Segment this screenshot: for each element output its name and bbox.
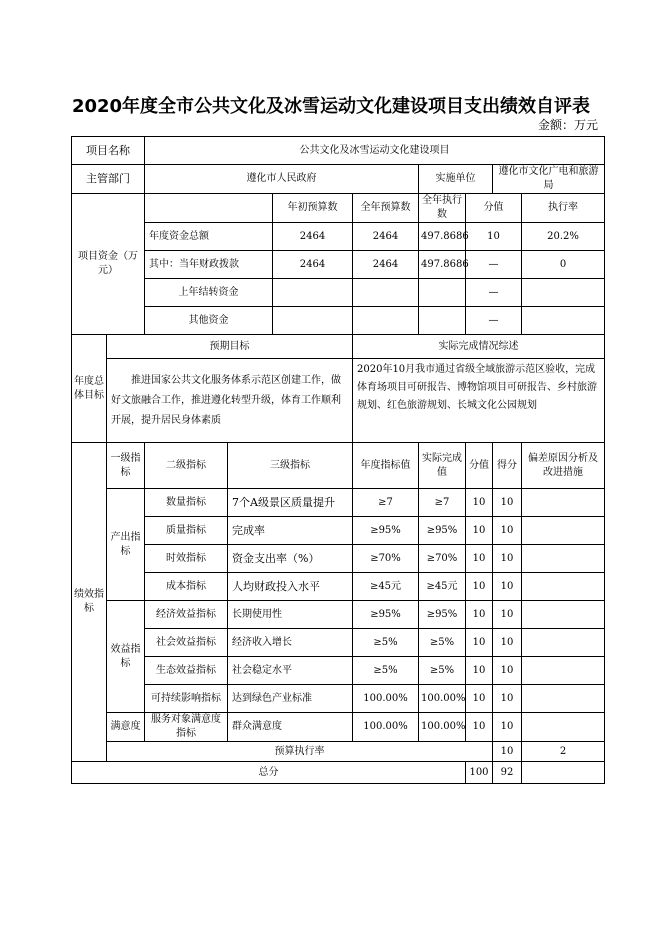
indicator-l2: 生态效益指标 [145,657,228,685]
indicator-target: ≥70% [353,545,419,573]
dept-row [72,165,605,194]
funds-label: 项目资金（万元） [72,194,145,335]
indicator-row [72,685,605,713]
indicator-reason [522,601,605,629]
indicator-actual: ≥7 [419,489,466,517]
indicator-target: ≥5% [353,629,419,657]
total-reason [522,762,605,784]
indicator-got: 10 [493,573,522,601]
actual-summary-label: 实际完成情况综述 [353,335,605,359]
budget-rate-row [72,742,605,762]
indicator-score: 10 [466,657,493,685]
funds-cell: 2464 [273,251,353,279]
indicator-score: 10 [466,517,493,545]
indicator-l3: 人均财政投入水平 [228,573,353,601]
indicator-row [72,517,605,545]
indicator-l2: 服务对象满意度指标 [145,713,228,742]
indicator-target: 100.00% [353,713,419,742]
funds-cell: 20.2% [522,223,605,251]
indicator-l2: 社会效益指标 [145,629,228,657]
indicator-header: 三级指标 [228,443,353,489]
satisfaction-indicator-label: 满意度 [107,713,145,742]
impl-label: 实施单位 [419,165,493,194]
indicator-header-row [72,443,605,489]
funds-cell: 2464 [273,223,353,251]
total-score: 100 [466,762,493,784]
indicator-actual: ≥45元 [419,573,466,601]
funds-header: 执行率 [522,194,605,223]
indicator-score: 10 [466,489,493,517]
funds-cell: — [466,279,522,307]
indicator-l3: 经济收入增长 [228,629,353,657]
indicator-reason [522,489,605,517]
indicator-row [72,713,605,742]
indicator-got: 10 [493,489,522,517]
indicator-l2: 可持续影响指标 [145,685,228,713]
indicator-reason [522,545,605,573]
project-name-label: 项目名称 [72,137,145,165]
indicator-score: 10 [466,713,493,742]
indicator-l2: 时效指标 [145,545,228,573]
funds-cell [419,279,466,307]
unit-label: 金额：万元 [537,118,598,132]
funds-cell: — [466,251,522,279]
total-label: 总分 [72,762,466,784]
indicator-target: ≥95% [353,601,419,629]
indicator-target: ≥95% [353,517,419,545]
indicator-reason [522,629,605,657]
indicator-reason [522,713,605,742]
funds-cell [353,279,419,307]
goals-row [72,359,605,443]
funds-row [72,251,605,279]
indicator-l3: 7个A级景区质量提升 [228,489,353,517]
funds-row [72,307,605,335]
funds-row [72,279,605,307]
output-indicator-label: 产出指标 [107,489,145,601]
indicator-l2: 数量指标 [145,489,228,517]
dept-label: 主管部门 [72,165,145,194]
funds-row [72,223,605,251]
indicator-got: 10 [493,657,522,685]
indicator-row [72,545,605,573]
indicator-l3: 完成率 [228,517,353,545]
indicator-row [72,573,605,601]
actual-summary-text: 2020年10月我市通过省级全域旅游示范区验收，完成体育场项目可研报告、博物馆项目可研报告、乡村旅游规划、红色旅游规划、长城文化公园规划 [353,359,605,443]
funds-cell [522,279,605,307]
indicator-target: 100.00% [353,685,419,713]
project-name-value: 公共文化及冰雪运动文化建设项目 [145,137,605,165]
indicator-header: 实际完成值 [419,443,466,489]
goals-label: 年度总体目标 [72,335,107,443]
funds-cell: 10 [466,223,522,251]
funds-cell [273,279,353,307]
indicator-actual: ≥70% [419,545,466,573]
indicator-l2: 经济效益指标 [145,601,228,629]
indicator-header: 偏差原因分析及改进措施 [522,443,605,489]
indicator-score: 10 [466,685,493,713]
indicator-target: ≥5% [353,657,419,685]
funds-corner [145,194,273,223]
budget-rate-score: 10 [493,742,522,762]
indicator-reason [522,685,605,713]
indicator-score: 10 [466,601,493,629]
indicator-header: 二级指标 [145,443,228,489]
indicator-score: 10 [466,545,493,573]
indicator-header: 一级指标 [107,443,145,489]
indicator-l3: 群众满意度 [228,713,353,742]
indicator-header: 得分 [493,443,522,489]
funds-cell: 2464 [353,251,419,279]
funds-row-name: 上年结转资金 [145,279,273,307]
funds-cell: 497.8686 [419,223,466,251]
indicator-reason [522,517,605,545]
funds-cell: — [466,307,522,335]
indicator-got: 10 [493,517,522,545]
indicator-reason [522,657,605,685]
expected-goal-text: 推进国家公共文化服务体系示范区创建工作，做好文旅融合工作，推进遵化转型升级，体育工作顺利开展，提升居民身体素质 [107,359,353,443]
indicator-l2: 成本指标 [145,573,228,601]
indicator-actual: ≥5% [419,657,466,685]
indicator-score: 10 [466,573,493,601]
funds-cell: 0 [522,251,605,279]
indicators-label: 绩效指标 [72,443,107,762]
indicator-target: ≥45元 [353,573,419,601]
indicator-l3: 资金支出率（%） [228,545,353,573]
indicator-score: 10 [466,629,493,657]
funds-cell [522,307,605,335]
page-title: 2020年度全市公共文化及冰雪运动文化建设项目支出绩效自评表 [71,96,591,117]
indicator-got: 10 [493,545,522,573]
indicator-got: 10 [493,685,522,713]
budget-rate-label: 预算执行率 [107,742,493,762]
indicator-l3: 社会稳定水平 [228,657,353,685]
funds-header: 全年预算数 [353,194,419,223]
total-row [72,762,605,784]
indicator-l3: 长期使用性 [228,601,353,629]
indicator-actual: 100.00% [419,685,466,713]
indicator-got: 10 [493,629,522,657]
indicator-actual: ≥95% [419,517,466,545]
project-row [72,137,605,165]
funds-cell [419,307,466,335]
funds-header: 年初预算数 [273,194,353,223]
indicator-row [72,629,605,657]
benefit-indicator-label: 效益指标 [107,601,145,713]
goals-header-row [72,335,605,359]
indicator-got: 10 [493,601,522,629]
indicator-reason [522,573,605,601]
funds-cell [273,307,353,335]
funds-cell: 497.8686 [419,251,466,279]
indicator-target: ≥7 [353,489,419,517]
indicator-row [72,601,605,629]
indicator-header: 分值 [466,443,493,489]
funds-header: 分值 [466,194,522,223]
total-got: 92 [493,762,522,784]
funds-row-name: 年度资金总额 [145,223,273,251]
indicator-actual: ≥5% [419,629,466,657]
indicator-header: 年度指标值 [353,443,419,489]
funds-header-row [72,194,605,223]
impl-value: 遵化市文化广电和旅游局 [493,165,605,194]
funds-cell: 2464 [353,223,419,251]
funds-header: 全年执行数 [419,194,466,223]
budget-rate-got: 2 [522,742,605,762]
funds-row-name: 其他资金 [145,307,273,335]
indicator-got: 10 [493,713,522,742]
indicator-row [72,489,605,517]
indicator-actual: 100.00% [419,713,466,742]
evaluation-table [71,136,605,784]
funds-row-name: 其中：当年财政拨款 [145,251,273,279]
dept-value: 遵化市人民政府 [145,165,419,194]
indicator-row [72,657,605,685]
expected-goal-label: 预期目标 [107,335,353,359]
funds-cell [353,307,419,335]
indicator-l3: 达到绿色产业标准 [228,685,353,713]
indicator-actual: ≥95% [419,601,466,629]
indicator-l2: 质量指标 [145,517,228,545]
